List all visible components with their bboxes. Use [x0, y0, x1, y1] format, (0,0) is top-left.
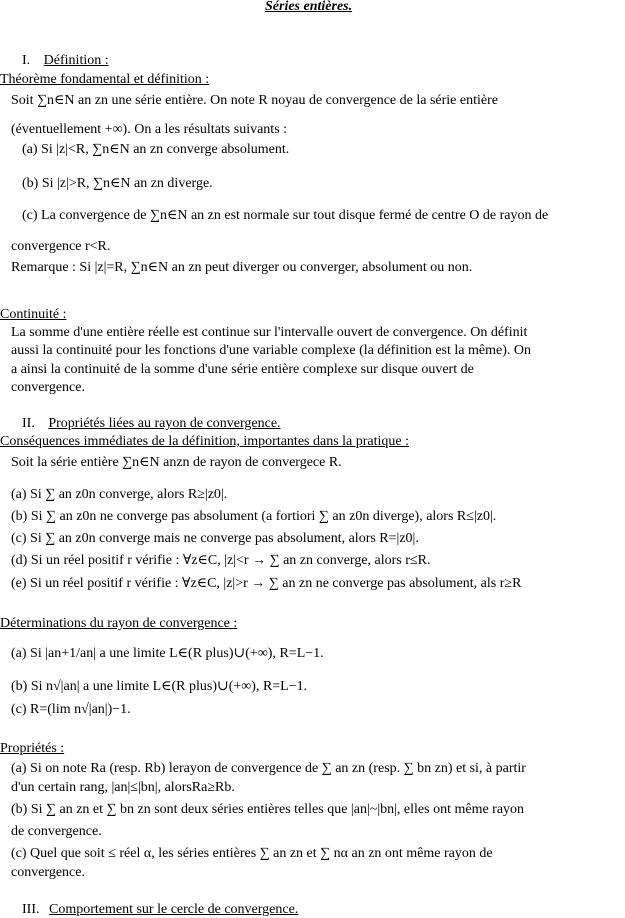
section-2-number: II. [22, 416, 35, 431]
property-c-line-1: (c) Quel que soit ≤ réel α, les séries entières ∑ an zn et ∑ nα an zn ont même rayon de [11, 846, 493, 861]
section-1-title: Définition : [43, 53, 109, 68]
continuity-line-4: convergence. [11, 380, 85, 395]
consequences-heading: Conséquences immédiates de la définition, importantes dans la pratique : [0, 434, 410, 449]
theorem-item-b: (b) Si |z|>R, ∑n∈N an zn diverge. [22, 176, 213, 191]
theorem-item-c-line-1: (c) La convergence de ∑n∈N an zn est normale sur tout disque fermé de centre O de rayon de [22, 208, 549, 223]
continuity-line-2: aussi la continuité pour les fonctions d'une variable complexe (la définition est la même). On [11, 343, 531, 358]
theorem-line-2: (éventuellement +∞). On a les résultats suivants : [11, 122, 288, 137]
property-a-line-2: d'un certain rang, |an|≤|bn|, alorsRa≥Rb. [11, 780, 235, 795]
consequence-e: (e) Si un réel positif r vérifie : ∀z∈C, |z|>r → ∑ an zn ne converge pas absolument, als r≥R [11, 576, 522, 591]
consequence-d: (d) Si un réel positif r vérifie : ∀z∈C, |z|<r → ∑ an zn converge, alors r≤R. [11, 553, 431, 568]
theorem-remark: Remarque : Si |z|=R, ∑n∈N an zn peut diverger ou converger, absolument ou non. [11, 260, 473, 275]
page-title: Séries entières. [265, 0, 353, 14]
determination-b: (b) Si n√|an| a une limite L∈(R plus)∪(+∞), R=L−1. [11, 679, 308, 694]
theorem-line-1: Soit ∑n∈N an zn une série entière. On note R noyau de convergence de la série entière [11, 93, 498, 108]
properties-heading: Propriétés : [0, 741, 65, 756]
consequence-a: (a) Si ∑ an z0n converge, alors R≥|z0|. [11, 487, 228, 502]
section-1-heading [22, 52, 109, 69]
consequence-b: (b) Si ∑ an z0n ne converge pas absolument (a fortiori ∑ an z0n diverge), alors R≤|z0|. [11, 509, 497, 524]
property-b-line-2: de convergence. [11, 824, 102, 839]
property-b-line-1: (b) Si ∑ an zn et ∑ bn zn sont deux séries entières telles que |an|~|bn|, elles ont même rayon [11, 802, 525, 817]
determination-c: (c) R=(lim n√|an|)−1. [11, 702, 131, 717]
section-2-heading [22, 415, 281, 432]
continuity-line-1: La somme d'une entière réelle est continue sur l'intervalle ouvert de convergence. On définit [11, 325, 528, 340]
theorem-heading: Théorème fondamental et définition : [0, 72, 210, 87]
section-3-heading [22, 901, 298, 918]
section-3-number: III. [22, 902, 40, 917]
section-2-title: Propriétés liées au rayon de convergence. [48, 416, 281, 431]
section-3-title: Comportement sur le cercle de convergence. [49, 902, 299, 917]
continuity-line-3: a ainsi la continuité de la somme d'une série entière complexe sur disque ouvert de [11, 362, 474, 377]
theorem-item-a: (a) Si |z|<R, ∑n∈N an zn converge absolument. [22, 142, 290, 157]
section-1-number: I. [22, 53, 31, 68]
continuity-heading: Continuité : [0, 307, 67, 322]
theorem-item-c-line-2: convergence r<R. [11, 239, 111, 254]
consequences-intro: Soit la série entière ∑n∈N anzn de rayon de convergece R. [11, 455, 342, 470]
property-a-line-1: (a) Si on note Ra (resp. Rb) lerayon de convergence de ∑ an zn (resp. ∑ bn zn) et si, à partir [11, 761, 526, 776]
consequence-c: (c) Si ∑ an z0n converge mais ne converge pas absolument, alors R=|z0|. [11, 531, 419, 546]
determination-a: (a) Si |an+1/an| a une limite L∈(R plus)∪(+∞), R=L−1. [11, 646, 324, 661]
property-c-line-2: convergence. [11, 865, 85, 880]
determinations-heading: Déterminations du rayon de convergence : [0, 616, 238, 631]
